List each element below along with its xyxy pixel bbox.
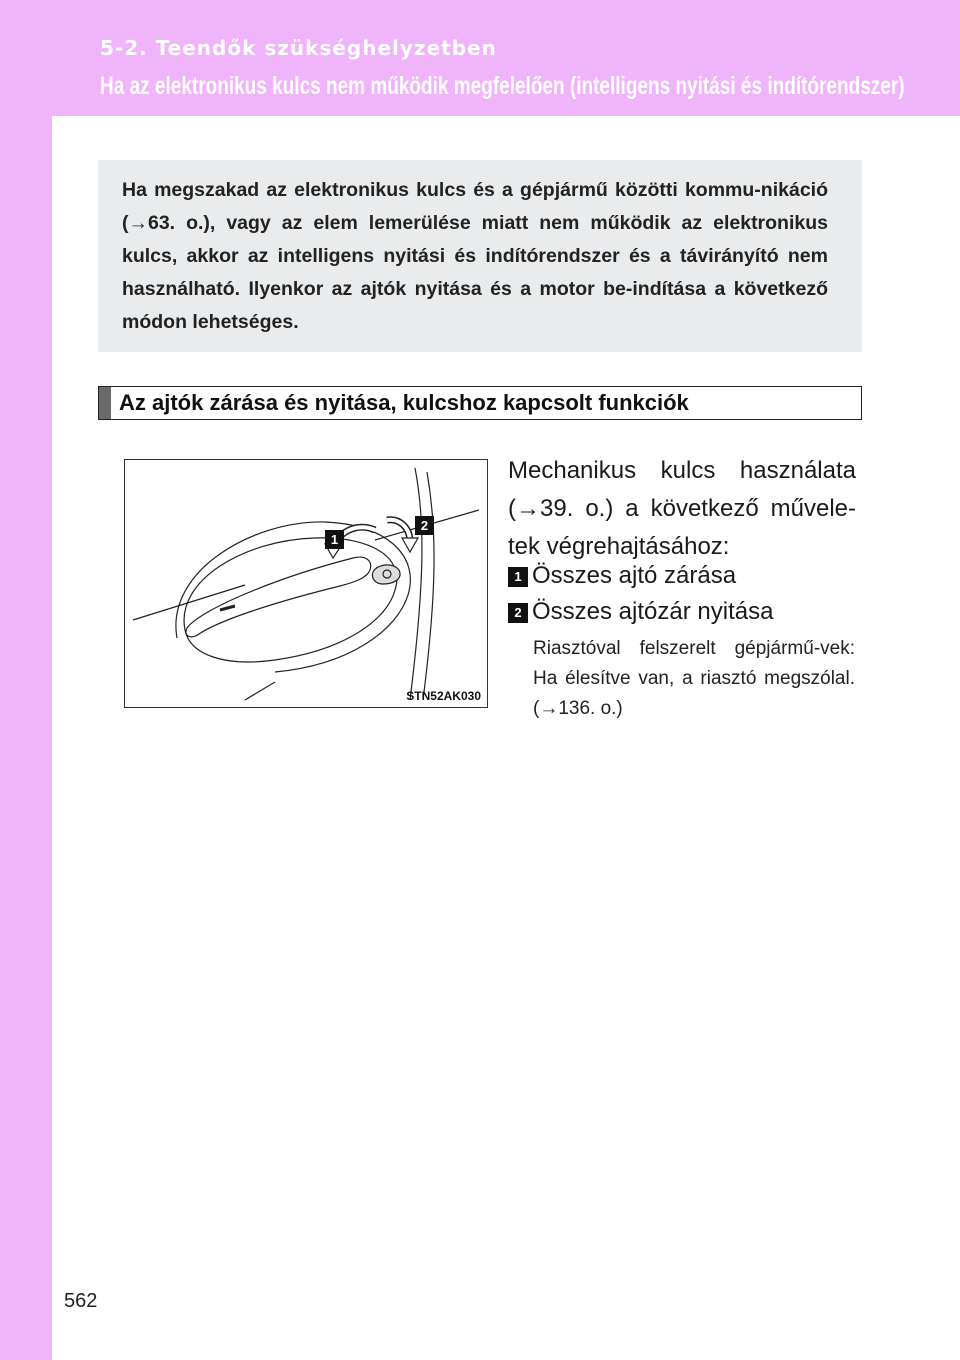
side-color-strip bbox=[0, 0, 52, 1360]
intro-text: Ha megszakad az elektronikus kulcs és a gépjármű közötti kommu-nikáció (→63. o.), vagy az elem lemerülése miatt nem működik az elektronikus kulcs, akkor az intelligens nyitási és indítórendszer és a távirányító nem használható. Ilyenkor az ajtók nyitása és a motor be-indítása a következő módon lehetséges. bbox=[122, 179, 828, 333]
door-handle-figure bbox=[124, 459, 488, 708]
door-handle-illustration bbox=[125, 460, 487, 707]
page-number: 562 bbox=[64, 1290, 98, 1312]
step-1-badge: 1 bbox=[508, 567, 528, 587]
step-2-badge: 2 bbox=[508, 603, 528, 623]
section-title: Az ajtók zárása és nyitása, kulcshoz kapcsolt funkciók bbox=[119, 390, 689, 415]
section-bar bbox=[98, 386, 862, 420]
body-text: Mechanikus kulcs használata (→39. o.) a következő művele-tek végrehajtásához: bbox=[508, 457, 856, 560]
page-title: Ha az elektronikus kulcs nem működik megfelelően (intelligens nyitási és indítórendszer) bbox=[100, 72, 905, 100]
callout-2: 2 bbox=[415, 516, 434, 535]
step-1 bbox=[508, 562, 736, 590]
intro-box bbox=[98, 160, 862, 352]
step-1-label: Összes ajtó zárása bbox=[532, 562, 737, 589]
step-2-label: Összes ajtózár nyitása bbox=[532, 598, 774, 625]
alarm-note: Riasztóval felszerelt gépjármű-vek: Ha élesítve van, a riasztó megszólal. (→136. o.) bbox=[533, 638, 855, 719]
figure-code: STN52AK030 bbox=[406, 689, 481, 703]
step-2 bbox=[508, 598, 773, 626]
section-heading: 5-2. Teendők szükséghelyzetben bbox=[100, 36, 497, 60]
header-band bbox=[0, 0, 960, 116]
section-marker bbox=[99, 387, 111, 419]
callout-1: 1 bbox=[325, 530, 344, 549]
